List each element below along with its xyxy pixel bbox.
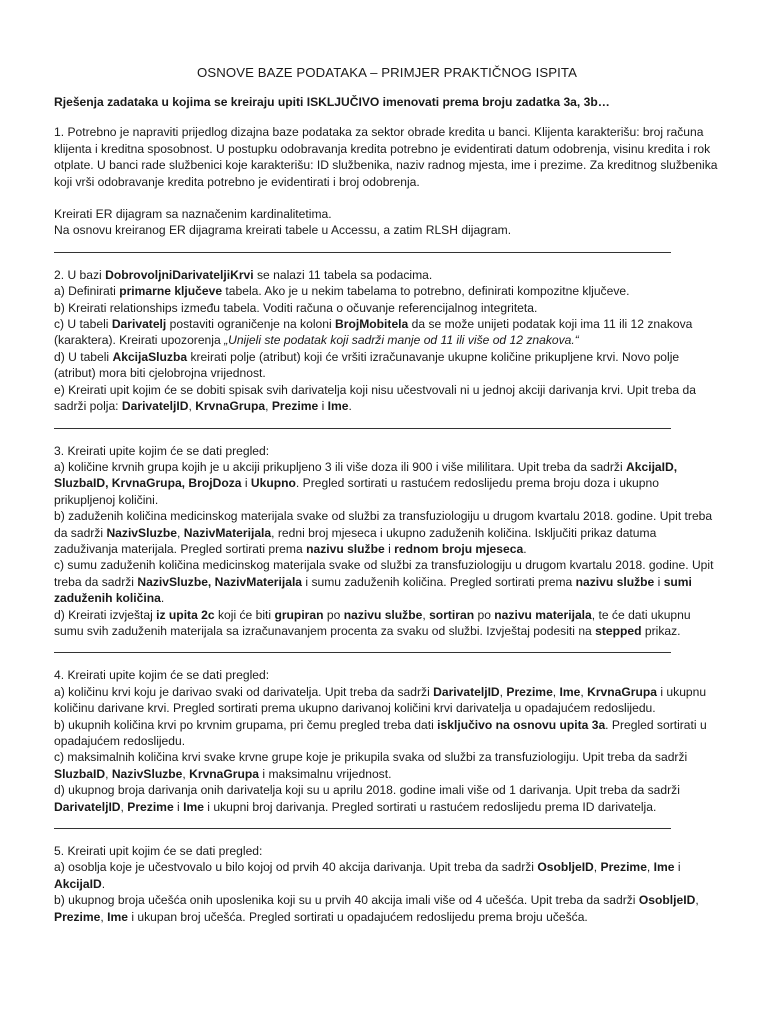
task-5-item-a: a) osoblja koje je učestvovalo u bilo kojoj od prvih 40 akcija darivanja. Upit treba da sadrži OsobljeID, Prezime, Ime i AkcijaID. (54, 860, 681, 891)
task-5-intro: 5. Kreirati upit kojim će se dati pregled: (54, 844, 263, 859)
task-3-item-d: d) Kreirati izvještaj iz upita 2c koji će biti grupiran po nazivu službe, sortiran po nazivu materijala, te će dati ukupnu sumu svih zaduženih materijala sa izračunavanjem procenta za svaku od službi. Izvještaj podesiti na stepped prikaz. (54, 607, 691, 638)
task-4-item-c: c) maksimalnih količina krvi svake krvne grupe koje je prikupila svaka od službi za transfuziologiju. Upit treba da sadrži SluzbaID, NazivSluzbe, KrvnaGrupa i maksimalnu vrijednost. (54, 750, 688, 781)
task-3 (54, 443, 720, 640)
document-subtitle: Rješenja zadataka u kojima se kreiraju upiti ISKLJUČIVO imenovati prema broju zadatka 3a, 3b… (54, 95, 610, 109)
task-3-item-a: a) količine krvnih grupa kojih je u akciji prikupljeno 3 ili više doza ili 900 i više mililitara. Upit treba da sadrži AkcijaID, SluzbaID, KrvnaGrupa, BrojDoza i Ukupno. Pregled sortirati u rastućem redoslijedu prema broju doza i ukupno prikupljenoj količini. (54, 459, 678, 507)
task-5-item-b: b) ukupnog broja učešća onih uposlenika koji su u prvih 40 akcija imali više od 4 učešća. Upit treba da sadrži OsobljeID, Prezime, Ime i ukupan broj učešća. Pregled sortirati u opadajućem redoslijedu prema broju učešća. (54, 893, 699, 924)
task-4-item-b: b) ukupnih količina krvi po krvnim grupama, pri čemu pregled treba dati isključivo na osnovu upita 3a. Pregled sortirati u opadajućem redoslijedu. (54, 717, 707, 748)
document-title: OSNOVE BAZE PODATAKA – PRIMJER PRAKTIČNOG ISPITA (197, 65, 577, 80)
section-divider (54, 828, 671, 829)
task-3-item-c: c) sumu zaduženih količina medicinskog materijala svake od službi za transfuziologiju u drugom kvartalu 2018. godine. Upit treba da sadrži NazivSluzbe, NazivMaterijala i sumu zaduženih količina. Pregled sortirati prema nazivu službe i sumi zaduženih količina. (54, 558, 714, 606)
section-divider (54, 252, 671, 253)
task-3-intro: 3. Kreirati upite kojim će se dati pregled: (54, 443, 270, 458)
section-divider (54, 652, 671, 653)
task-2-item-b: b) Kreirati relationships između tabela. Voditi računa o očuvanje referencijalnog integriteta. (54, 300, 538, 315)
task-4 (54, 667, 720, 815)
task-2-item-c: c) U tabeli Darivatelj postaviti ograničenje na koloni BrojMobitela da se može unijeti podatak koji ima 11 ili 12 znakova (karakterа). Kreirati upozorenja „Unijeli ste podatak koji sadrži manje od 11 ili više od 12 znakova.“ (54, 317, 693, 348)
task-2-intro: 2. U bazi DobrovoljniDarivateljiKrvi se nalazi 11 tabela sa podacima. (54, 267, 433, 282)
task-1-text: 1. Potrebno je napraviti prijedlog dizajna baze podataka za sektor obrade kredita u banci. Klijenta karakterišu: broj računa klijenta i kreditna sposobnost. U postupku odobravanja kredita potrebno je evidentirati datum odobrenja, visinu kredita i rok otplate. U banci rade službenici koje karakterišu: ID službenika, naziv radnog mjesta, ime i prezime. Za kreditnog službenika koji vrši odobravanje kredita potrebno je evidentirati i broj odobrenja. (54, 125, 718, 189)
task-1 (54, 124, 720, 238)
task-2-item-e: e) Kreirati upit kojim će se dobiti spisak svih darivatelja koji nisu učestvovali ni u jednoj akciji darivanja krvi. Upit treba da sadrži polja: DarivateljID, KrvnaGrupa, Prezime i Ime. (54, 382, 696, 414)
task-4-item-d: d) ukupnog broja darivanja onih darivatelja koji su u aprilu 2018. godine imali više od 1 darivanja. Upit treba da sadrži DarivateljID, Prezime i Ime i ukupni broj darivanja. Pregled sortirati u rastućem redoslijedu prema ID darivatelja. (54, 783, 680, 814)
task-1-line-1: Kreirati ER dijagram sa naznačenim kardinalitetima. (54, 207, 332, 222)
task-1-line-2: Na osnovu kreiranog ER dijagrama kreirati tabele u Accessu, a zatim RLSH dijagram. (54, 223, 512, 238)
document-page (54, 64, 720, 925)
section-divider (54, 428, 671, 429)
task-2-item-d: d) U tabeli AkcijaSluzba kreirati polje (atribut) koji će vršiti izračunavanje ukupne količine prikupljene krvi. Novo polje (atribut) mora biti cjelobrojna vrijednost. (54, 349, 680, 381)
task-2-item-a: a) Definirati primarne ključeve tabela. Ako je u nekim tabelama to potrebno, definirati kompozitne ključeve. (54, 284, 630, 299)
task-5 (54, 843, 720, 925)
task-4-item-a: a) količinu krvi koju je darivao svaki od darivatelja. Upit treba da sadrži DarivateljID, Prezime, Ime, KrvnaGrupa i ukupnu količinu darivane krvi. Pregled sortirati prema ukupno darivanoj količini krvi darivatelja u opadajućem redoslijedu. (54, 684, 707, 716)
task-2 (54, 267, 720, 415)
task-3-item-b: b) zaduženih količina medicinskog materijala svake od službi za transfuziologiju u drugom kvartalu 2018. godine. Upit treba da sadrži NazivSluzbe, NazivMaterijala, redni broj mjeseca i ukupno zaduženih količina. Isključiti prikaz datuma zaduživanja materijala. Pregled sortirati prema nazivu službe i rednom broju mjeseca. (54, 509, 713, 556)
task-4-intro: 4. Kreirati upite kojim će se dati pregled: (54, 668, 270, 683)
